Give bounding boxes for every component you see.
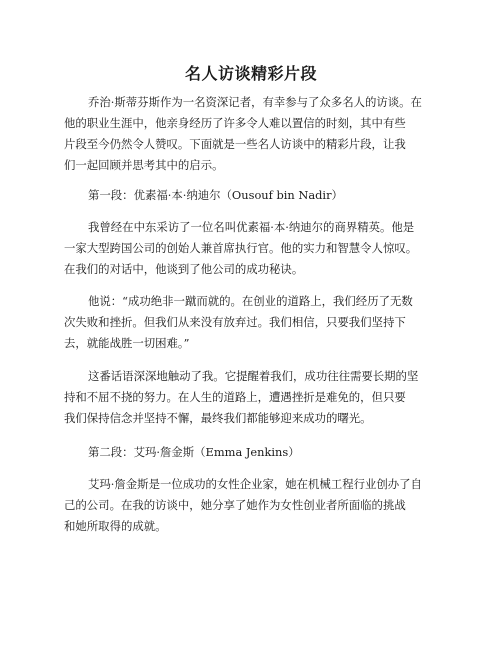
intro-line: 片段至今仍然令人赞叹。下面就是一些名人访谈中的精彩片段，让我	[64, 137, 406, 151]
quote-line: 他说：“成功绝非一蹴而就的。在创业的道路上，我们经历了无数	[88, 294, 413, 308]
paragraph-line: 一家大型跨国公司的创始人兼首席执行官。他的实力和智慧令人惊叹。	[64, 241, 418, 255]
intro-line: 他的职业生涯中，他亲身经历了许多令人难以置信的时刻，其中有些	[64, 116, 406, 130]
segment-heading-1: 第一段：优素福·本·纳迪尔（Ousouf bin Nadir）	[88, 188, 343, 202]
paragraph-line: 己的公司。在我的访谈中，她分享了她作为女性创业者所面临的挑战	[64, 498, 406, 512]
paragraph-line: 在我们的对话中，他谈到了他公司的成功秘诀。	[64, 262, 304, 276]
segment-heading-2: 第二段：艾玛·詹金斯（Emma Jenkins）	[88, 445, 300, 459]
paragraph-line: 和她所取得的成就。	[64, 519, 167, 533]
reflection-line: 我们保持信念并坚持不懈，最终我们都能够迎来成功的曙光。	[64, 411, 372, 425]
page-title: 名人访谈精彩片段	[184, 64, 317, 83]
quote-line: 次失败和挫折。但我们从来没有放弃过。我们相信，只要我们坚持下	[64, 315, 406, 329]
paragraph-line: 艾玛·詹金斯是一位成功的女性企业家，她在机械工程行业创办了自	[88, 477, 422, 491]
paragraph-line: 我曾经在中东采访了一位名叫优素福·本·纳迪尔的商界精英。他是	[88, 220, 415, 234]
intro-line: 们一起回顾并思考其中的启示。	[64, 158, 224, 172]
reflection-line: 持和不屈不挠的努力。在人生的道路上，遭遇挫折是难免的，但只要	[64, 390, 406, 404]
reflection-line: 这番话语深深地触动了我。它提醒着我们，成功往往需要长期的坚	[88, 369, 419, 383]
intro-line: 乔治·斯蒂芬斯作为一名资深记者，有幸参与了众多名人的访谈。在	[88, 95, 422, 109]
quote-line: 去，就能战胜一切困难。”	[64, 336, 190, 350]
